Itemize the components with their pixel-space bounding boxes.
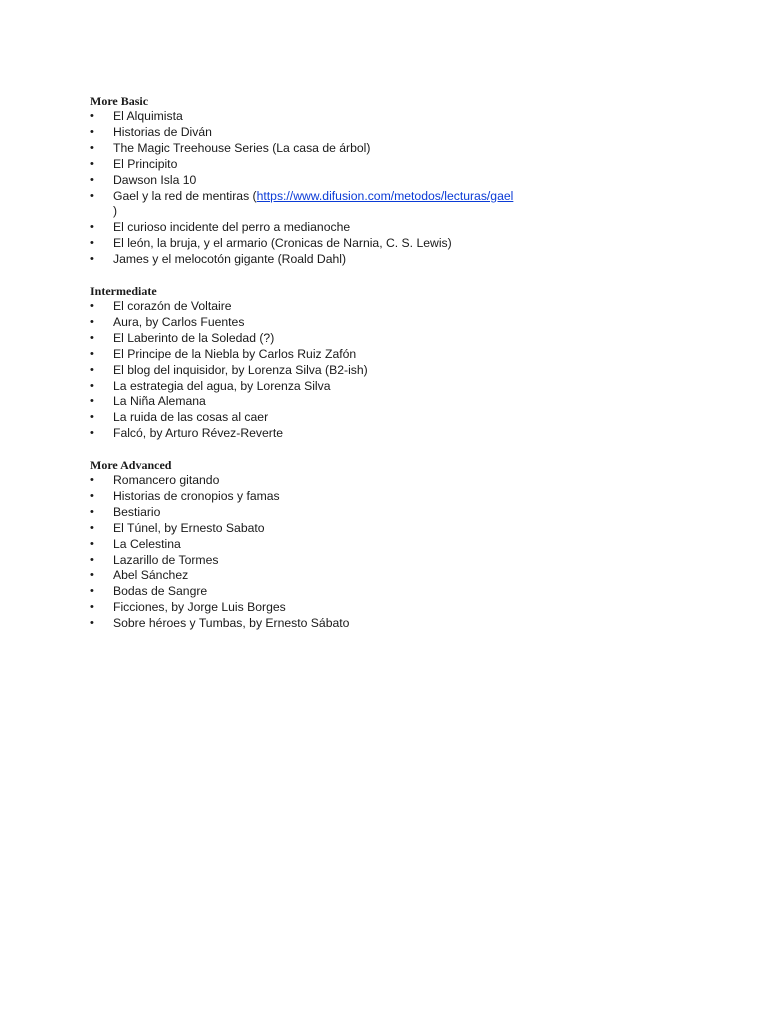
bullet-icon: •: [90, 505, 94, 518]
section-more-advanced: [90, 457, 570, 632]
list-item: • Falcó, by Arturo Révez-Reverte: [90, 426, 284, 441]
section-heading: More Basic: [90, 94, 149, 108]
list-item: • Bodas de Sangre: [90, 584, 208, 599]
list-item: • La Niña Alemana: [90, 394, 206, 409]
bullet-icon: •: [90, 253, 94, 266]
list-item: • El Laberinto de la Soledad (?): [90, 330, 275, 345]
book-list: [90, 299, 570, 442]
bullet-icon: •: [90, 521, 94, 534]
list-item: • El Principito: [90, 156, 178, 171]
bullet-icon: •: [90, 601, 94, 614]
bullet-icon: •: [90, 553, 94, 566]
list-item: • Aura, by Carlos Fuentes: [90, 314, 245, 329]
list-item: • Lazarillo de Tormes: [90, 552, 219, 567]
bullet-icon: •: [90, 489, 94, 502]
list-item-with-link: • Gael y la red de mentiras (https://www.difusion.com/metodos/lecturas/gael ): [90, 189, 570, 221]
bullet-icon: •: [90, 569, 94, 582]
bullet-icon: •: [90, 110, 94, 122]
list-item: • Bestiario: [90, 504, 161, 519]
bullet-icon: •: [90, 221, 94, 234]
bullet-icon: •: [90, 585, 94, 598]
book-list: [90, 109, 570, 268]
bullet-icon: •: [90, 331, 94, 344]
bullet-icon: •: [90, 537, 94, 550]
bullet-icon: •: [90, 125, 94, 138]
list-item: • El león, la bruja, y el armario (Cronicas de Narnia, C. S. Lewis): [90, 236, 452, 251]
bullet-icon: •: [90, 379, 94, 392]
bullet-icon: •: [90, 141, 94, 154]
list-item: • El Principe de la Niebla by Carlos Ruiz Zafón: [90, 346, 357, 361]
list-item: • El curioso incidente del perro a medianoche: [90, 220, 351, 235]
list-item: • Historias de Diván: [90, 124, 212, 139]
list-item: • Dawson Isla 10: [90, 172, 197, 187]
list-item: • El blog del inquisidor, by Lorenza Silva (B2-ish): [90, 362, 368, 377]
bullet-icon: •: [90, 237, 94, 250]
bullet-icon: •: [90, 189, 94, 202]
list-item: • Ficciones, by Jorge Luis Borges: [90, 600, 286, 615]
list-item: • James y el melocotón gigante (Roald Dahl): [90, 252, 347, 267]
list-item: • El Túnel, by Ernesto Sabato: [90, 520, 265, 535]
list-item: • El Alquimista: [90, 109, 183, 123]
list-item: • Historias de cronopios y famas: [90, 488, 280, 503]
bullet-icon: •: [90, 474, 94, 486]
list-item: • La estrategia del agua, by Lorenza Silva: [90, 378, 331, 393]
list-item: • La ruida de las cosas al caer: [90, 410, 269, 425]
bullet-icon: •: [90, 300, 94, 312]
book-list: [90, 473, 570, 632]
difusion-link[interactable]: https://www.difusion.com/metodos/lecturas/gael: [256, 188, 514, 203]
section-intermediate: [90, 283, 570, 442]
bullet-icon: •: [90, 363, 94, 376]
list-item: • Abel Sánchez: [90, 568, 189, 583]
bullet-icon: •: [90, 157, 94, 170]
section-heading: Intermediate: [90, 284, 157, 298]
section-more-basic: [90, 93, 570, 268]
bullet-icon: •: [90, 395, 94, 408]
list-item: • La Celestina: [90, 536, 181, 551]
list-item: • The Magic Treehouse Series (La casa de árbol): [90, 140, 371, 155]
bullet-icon: •: [90, 617, 94, 630]
list-item: • Romancero gitando: [90, 473, 220, 487]
list-item: • El corazón de Voltaire: [90, 299, 232, 313]
bullet-icon: •: [90, 427, 94, 440]
bullet-icon: •: [90, 411, 94, 424]
section-heading: More Advanced: [90, 458, 172, 472]
link-closing-paren: ): [113, 204, 118, 219]
bullet-icon: •: [90, 315, 94, 328]
bullet-icon: •: [90, 173, 94, 186]
bullet-icon: •: [90, 347, 94, 360]
list-item: • Sobre héroes y Tumbas, by Ernesto Sábato: [90, 616, 350, 631]
